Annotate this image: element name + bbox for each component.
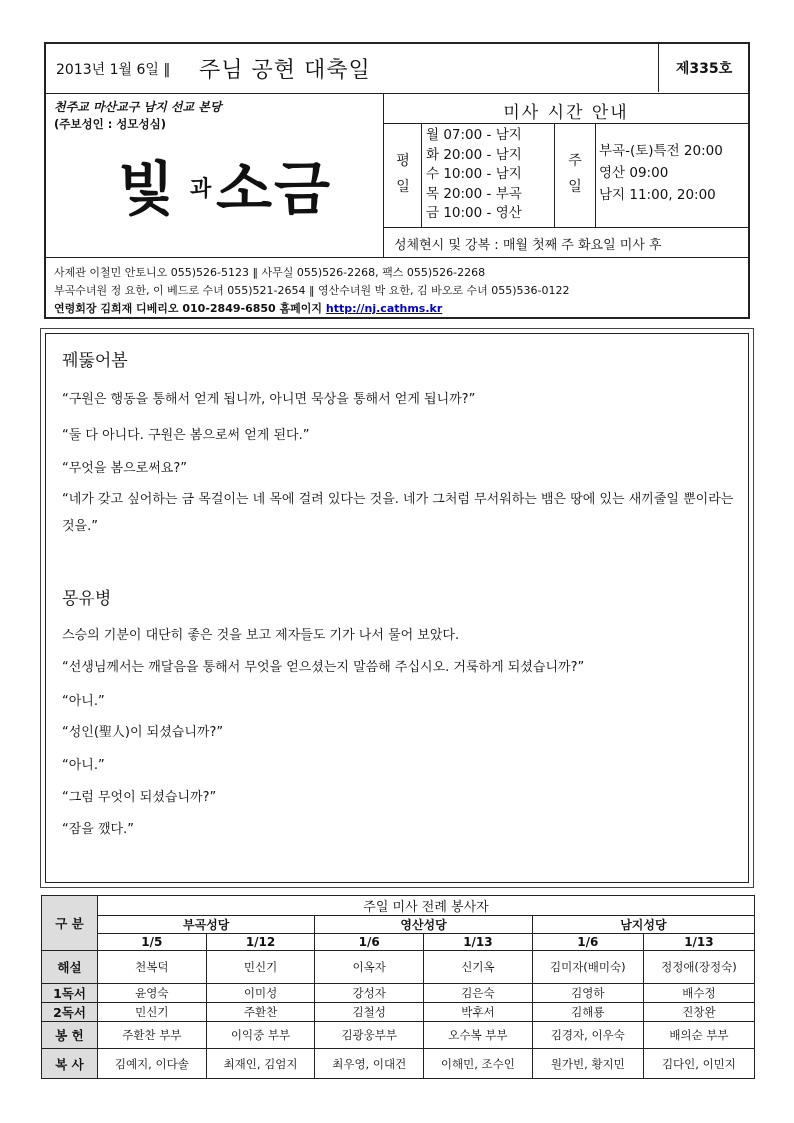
issue-box <box>658 44 748 92</box>
servers-table <box>41 895 755 1079</box>
table-cell: 주환찬 <box>206 1003 315 1022</box>
sunday-mass-list <box>599 140 749 206</box>
story-paragraph: “구원은 행동을 통해서 얻게 됩니까, 아니면 묵상을 통해서 얻게 됩니까?” <box>62 392 476 407</box>
table-corner: 구 분 <box>42 896 98 951</box>
weekday-mass-list <box>426 126 556 224</box>
story-frame <box>40 328 754 888</box>
contact-info <box>46 257 748 317</box>
story-paragraph: “선생님께서는 깨달음을 통해서 무엇을 얻으셨는지 말씀해 주십시오. 거룩하게 되셨습니까?” <box>62 660 585 675</box>
table-cell: 이해민, 조수인 <box>424 1049 533 1079</box>
adoration-text: 성체현시 및 강복 : 매월 첫째 주 화요일 미사 후 <box>394 238 662 253</box>
story-paragraph: “잠을 깼다.” <box>62 822 134 837</box>
table-cell: 윤영숙 <box>98 984 207 1003</box>
weekday-label-char: 평 <box>396 153 410 169</box>
table-cell: 이익중 부부 <box>206 1022 315 1049</box>
table-cell: 이미성 <box>206 984 315 1003</box>
bulletin-date: 2013년 1월 6일 ‖ <box>56 62 171 78</box>
table-cell: 김미자(배미숙) <box>532 951 643 984</box>
story-paragraph: “그럼 무엇이 되셨습니까?” <box>62 790 217 805</box>
homepage-link[interactable]: http://nj.cathms.kr <box>325 302 443 315</box>
sunday-mass-item: 영산 09:00 <box>599 165 669 181</box>
story-paragraph: “성인(聖人)이 되셨습니까?” <box>62 725 224 740</box>
weekday-mass-item: 금 10:00 - 영산 <box>426 205 522 221</box>
story-paragraph: “아니.” <box>62 758 105 773</box>
table-cell: 최재인, 김엄지 <box>206 1049 315 1079</box>
row-label: 2독서 <box>42 1003 98 1022</box>
weekday-mass-item: 수 10:00 - 남지 <box>426 166 522 182</box>
date-header: 1/5 <box>98 934 207 951</box>
row-label: 해설 <box>42 951 98 984</box>
weekday-mass-item: 화 20:00 - 남지 <box>426 146 522 163</box>
row-label: 1독서 <box>42 984 98 1003</box>
date-header: 1/13 <box>424 934 533 951</box>
story-box <box>45 333 749 883</box>
table-row <box>42 1022 755 1049</box>
sunday-mass-item: 남지 11:00, 20:00 <box>599 187 716 203</box>
date-header: 1/6 <box>532 934 643 951</box>
table-cell: 김경자, 이우숙 <box>532 1022 643 1049</box>
table-cell: 김다인, 이민지 <box>643 1049 754 1079</box>
table-cell: 김해룡 <box>532 1003 643 1022</box>
sunday-label-char: 주 <box>568 153 582 169</box>
church-header: 남지성당 <box>532 916 754 934</box>
church-header: 영산성당 <box>315 916 532 934</box>
weekday-mass-item: 월 07:00 - 남지 <box>426 127 522 143</box>
row-label: 봉 헌 <box>42 1022 98 1049</box>
table-cell: 이옥자 <box>315 951 424 984</box>
parish-name: 천주교 마산교구 남지 선교 본당 <box>54 100 222 114</box>
table-cell: 김예지, 이다솔 <box>98 1049 207 1079</box>
table-row <box>42 1003 755 1022</box>
table-cell: 신기옥 <box>424 951 533 984</box>
row-label: 복 사 <box>42 1049 98 1079</box>
contact-line: 사제관 이철민 안토니오 055)526-5123 ‖ 사무실 055)526-2268, 팩스 055)526-2268 <box>54 266 486 279</box>
sunday-label <box>554 124 596 227</box>
table-row <box>42 984 755 1003</box>
table-cell: 원가빈, 황지민 <box>532 1049 643 1079</box>
table-row <box>42 951 755 984</box>
table-cell: 천복덕 <box>98 951 207 984</box>
story-paragraph: 스승의 기분이 대단히 좋은 것을 보고 제자들도 기가 나서 물어 보았다. <box>62 628 460 643</box>
bulletin-header <box>44 42 750 319</box>
table-cell: 김은숙 <box>424 984 533 1003</box>
table-cell: 주환찬 부부 <box>98 1022 207 1049</box>
patron-saint: (주보성인 : 성모성심) <box>54 117 166 131</box>
date-header: 1/6 <box>315 934 424 951</box>
table-cell: 정정애(장정숙) <box>643 951 754 984</box>
table-cell: 박후서 <box>424 1003 533 1022</box>
church-header: 부곡성당 <box>98 916 315 934</box>
story-paragraph: “네가 갖고 싶어하는 금 목걸이는 네 목에 걸려 있다는 것을. 네가 그처럼 무서워하는 뱀은 땅에 있는 새끼줄일 뿐이라는 것을.” <box>62 492 734 534</box>
table-caption: 주일 미사 전례 봉사자 <box>98 896 755 916</box>
adoration-notice <box>384 227 748 257</box>
weekday-mass-item: 목 20:00 - 부곡 <box>426 185 522 202</box>
contact-line <box>54 300 442 316</box>
contact-line-text: 연령회장 김희재 디베리오 010-2849-6850 홈페이지 <box>54 302 323 315</box>
table-cell: 민신기 <box>98 1003 207 1022</box>
story-paragraph: “둘 다 아니다. 구원은 봄으로써 얻게 된다.” <box>62 428 310 443</box>
mass-times-title: 미사 시간 안내 <box>503 103 629 123</box>
weekday-label <box>384 124 422 227</box>
bulletin-title-sogeum: 소금 <box>216 155 333 223</box>
story-paragraph: “무엇을 봄으로써요?” <box>62 461 187 476</box>
mass-times-header <box>384 94 748 124</box>
table-cell: 최우영, 이대건 <box>315 1049 424 1079</box>
table-cell: 강성자 <box>315 984 424 1003</box>
contact-line: 부곡수녀원 정 요한, 이 베드로 수녀 055)521-2654 ‖ 영산수녀원 박 요한, 김 바오로 수녀 055)536-0122 <box>54 284 570 297</box>
table-cell: 배수정 <box>643 984 754 1003</box>
table-row <box>42 1049 755 1079</box>
table-cell: 오수복 부부 <box>424 1022 533 1049</box>
story-heading: 꿰뚫어봄 <box>62 351 128 371</box>
issue-number: 제335호 <box>675 61 733 77</box>
table-cell: 배의순 부부 <box>643 1022 754 1049</box>
bulletin-title-bit: 빛 <box>118 155 173 223</box>
table-cell: 민신기 <box>206 951 315 984</box>
story-paragraph: “아니.” <box>62 694 105 709</box>
table-cell: 김철성 <box>315 1003 424 1022</box>
table-cell: 김광웅부부 <box>315 1022 424 1049</box>
date-header: 1/12 <box>206 934 315 951</box>
weekday-label-char: 일 <box>396 179 410 195</box>
sunday-label-char: 일 <box>568 179 582 195</box>
date-header: 1/13 <box>643 934 754 951</box>
table-cell: 김영하 <box>532 984 643 1003</box>
story-heading: 몽유병 <box>62 589 112 609</box>
table-cell: 진창완 <box>643 1003 754 1022</box>
header-title-row <box>46 44 748 94</box>
feast-title: 주님 공현 대축일 <box>199 58 371 83</box>
masthead <box>46 94 384 257</box>
sunday-mass-item: 부곡-(토)특전 20:00 <box>599 143 723 159</box>
bulletin-title-gwa: 과 <box>190 177 212 202</box>
